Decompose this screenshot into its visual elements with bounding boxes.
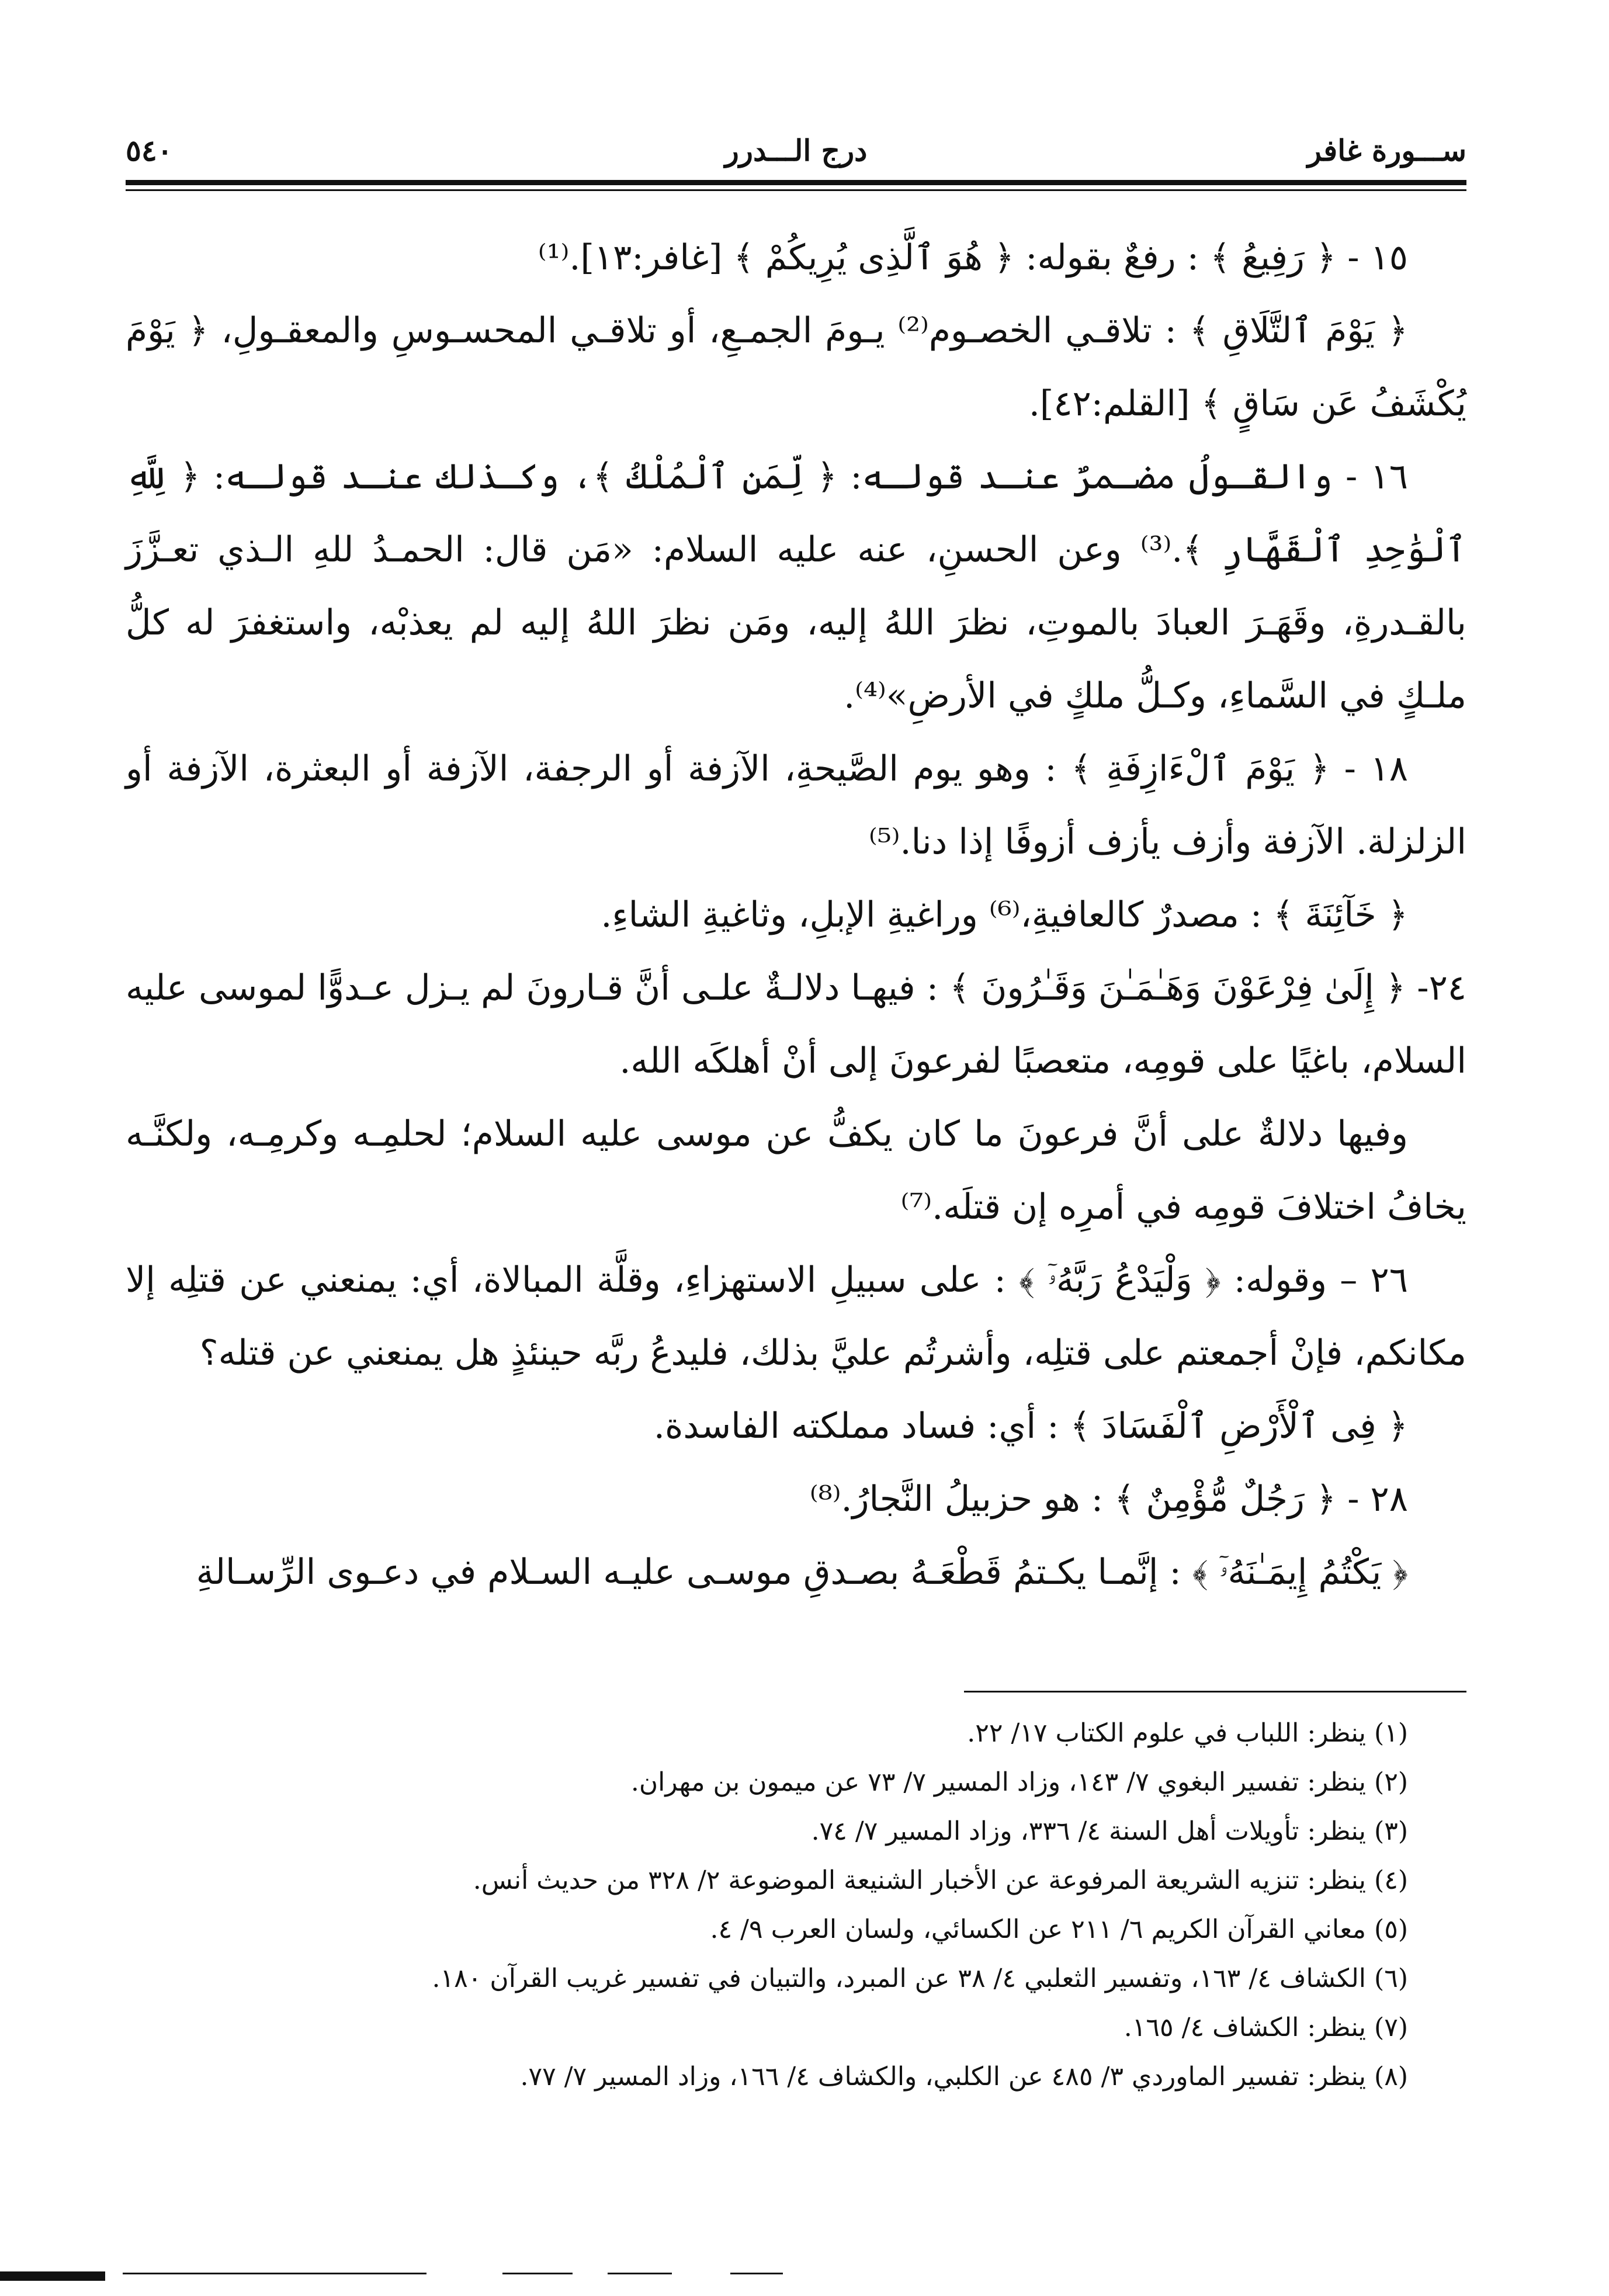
header-rule-thin [126, 189, 1466, 191]
surah-name: ســـورة غافر [1307, 133, 1466, 168]
footnote-7: (٧) ينظر: الكشاف ٤/ ١٦٥. [1123, 2013, 1408, 2042]
footnote-separator [964, 1691, 1466, 1692]
paragraph-yawm-al-talaq: ﴿ يَوْمَ ٱلتَّلَاقِ ﴾ : تلاقـي الخصـوم⁽²⁾ يـومَ الجمـعِ، أو تلاقـي المحسـوسِ والمعقـولِ، ﴿ يَوْمَ يُكْشَفُ عَن سَاقٍ ﴾ [القلم:٤٢]. [126, 310, 1466, 424]
running-header [126, 123, 1466, 175]
paragraph-fasad: ﴿ فِى ٱلْأَرْضِ ٱلْفَسَادَ ﴾ : أي: فساد مملكته الفاسدة. [653, 1406, 1408, 1447]
paragraph-khainah: ﴿ خَآئِنَةَ ﴾ : مصدرٌ كالعافيةِ،⁽⁶⁾ وراغيةِ الإبلِ، وثاغيةِ الشاءِ. [601, 894, 1408, 935]
footnotes [126, 1709, 1466, 2101]
footnote-6: (٦) الكشاف ٤/ ١٦٣، وتفسير الثعلبي ٤/ ٣٨ عن المبرد، والتبيان في تفسير غريب القرآن ١٨٠. [432, 1964, 1408, 1993]
footnote-4: (٤) ينظر: تنزيه الشريعة المرفوعة عن الأخبار الشنيعة الموضوعة ٢/ ٣٢٨ من حديث أنس. [473, 1865, 1408, 1895]
book-page [126, 123, 1466, 2226]
paragraph-verse-24: ٢٤- ﴿ إِلَىٰ فِرْعَوْنَ وَهَـٰمَـٰنَ وَقَـٰرُونَ ﴾ : فيهـا دلالـةٌ علـى أنَّ قـارونَ لم يـزل عـدوًّا لموسى عليه السلام، باغيًا على قومِه، متعصبًا لفرعونَ إلى أنْ أهلكَه الله. [126, 967, 1467, 1081]
paragraph-verse-16: ١٦ - والقـولُ مضـمرٌ عنـد قولـه: ﴿ لِّمَنِ ٱلْمُلْكُ ﴾، وكـذلك عنـد قولـه: ﴿ لِلَّهِ ٱلْوَٰحِدِ ٱلْقَهَّارِ ﴾.⁽³⁾ وعن الحسنِ، عنه عليه السلام: «مَن قال: الحمـدُ للهِ الـذي تعـزَّزَ بالقـدرةِ، وقَهَـرَ العبادَ بالموتِ، نظرَ اللهُ إليه، ومَن نظرَ اللهُ إليه لم يعذبْه، واستغفرَ له كلُّ ملـكٍ في السَّماءِ، وكـلُّ ملكٍ في الأرضِ»⁽⁴⁾. [126, 456, 1467, 716]
scan-mark [730, 2273, 783, 2274]
paragraph-verse-18: ١٨ - ﴿ يَوْمَ ٱلْءَازِفَةِ ﴾ : وهو يوم الصَّيحةِ، الآزفة أو الرجفة، الآزفة أو البعثرة، الآزفة أو الزلزلة. الآزفة وأزف يأزف أزوفًا إذا دنا.⁽⁵⁾ [126, 748, 1466, 862]
paragraph-pharaoh: وفيها دلالةٌ على أنَّ فرعونَ ما كان يكفُّ عن موسى عليه السلام؛ لحلمِـه وكرمِـه، ولكنَّـه يخافُ اختلافَ قومِه في أمرِه إن قتلَه.⁽⁷⁾ [126, 1114, 1466, 1227]
paragraph-verse-15: ١٥ - ﴿ رَفِيعُ ﴾ : رفعٌ بقوله: ﴿ هُوَ ٱلَّذِى يُرِيكُمْ ﴾ [غافر:١٣].⁽¹⁾ [538, 237, 1408, 278]
book-title: درج الـــدرر [724, 133, 868, 168]
page-number: ٥٤٠ [126, 133, 173, 168]
header-rule-thick [126, 180, 1466, 185]
scan-mark [608, 2273, 672, 2274]
footnote-2: (٢) ينظر: تفسير البغوي ٧/ ١٤٣، وزاد المسير ٧/ ٧٣ عن ميمون بن مهران. [630, 1767, 1408, 1797]
footnote-1: (١) ينظر: اللباب في علوم الكتاب ١٧/ ٢٢. [967, 1718, 1408, 1748]
footnote-8: (٨) ينظر: تفسير الماوردي ٣/ ٤٨٥ عن الكلبي، والكشاف ٤/ ١٦٦، وزاد المسير ٧/ ٧٧. [520, 2062, 1408, 2092]
scan-edge-marks [0, 2267, 1609, 2284]
paragraph-yaktumu: ﴿ يَكْتُمُ إِيمَـٰنَهُۥٓ ﴾ : إنَّمـا يكـتمُ قَطْعَـهُ بصـدقِ موسـى عليـه السـلام في دعـوى الرِّسـالةِ [196, 1552, 1408, 1593]
scan-mark [123, 2273, 426, 2274]
footnote-3: (٣) ينظر: تأويلات أهل السنة ٤/ ٣٣٦، وزاد المسير ٧/ ٧٤. [811, 1816, 1408, 1846]
footnote-5: (٥) معاني القرآن الكريم ٦/ ٢١١ عن الكسائي، ولسان العرب ٩/ ٤. [710, 1915, 1408, 1944]
scan-mark [502, 2273, 573, 2274]
paragraph-verse-26: ٢٦ – وقوله: ﴿ وَلْيَدْعُ رَبَّهُۥٓ ﴾ : على سبيلِ الاستهزاءِ، وقلَّة المبالاة، أي: يمنعني عن قتلِه إلا مكانكم، فإنْ أجمعتم على قتلِه، وأشرتُم عليَّ بذلك، فليدعُ ربَّه حينئذٍ هل يمنعني عن قتله؟ [126, 1260, 1466, 1374]
paragraph-verse-28: ٢٨ - ﴿ رَجُلٌ مُّؤْمِنٌ ﴾ : هو حزبيلُ النَّجارُ.⁽⁸⁾ [809, 1479, 1408, 1520]
scan-mark [0, 2271, 105, 2281]
main-text [126, 221, 1466, 1609]
